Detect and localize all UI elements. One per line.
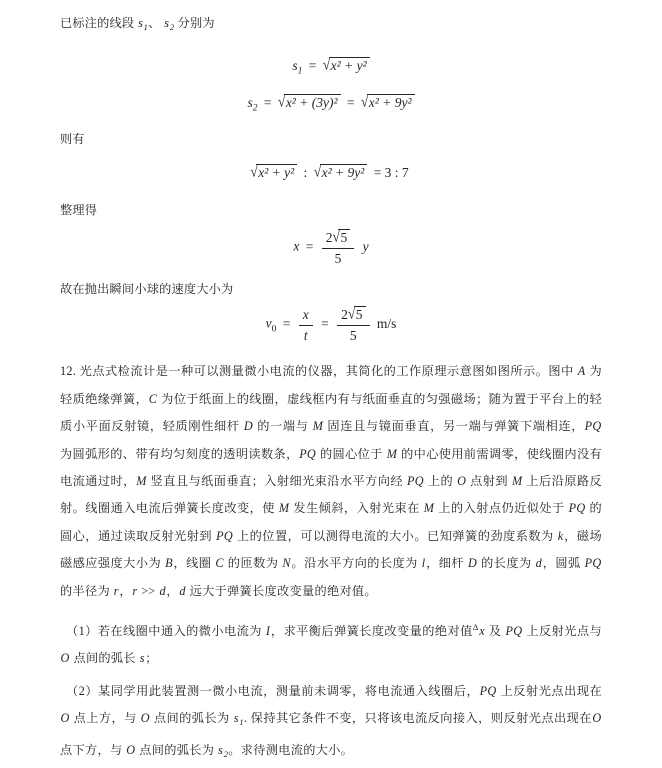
math-variable: M xyxy=(278,501,290,516)
radicand: x² + y² xyxy=(329,57,370,74)
v-symbol: v xyxy=(265,315,272,331)
radicand: 5 xyxy=(354,306,366,323)
text-run: 的圆心，通过读取反射光射到 xyxy=(60,501,603,543)
math-variable: r xyxy=(132,583,138,598)
s2-symbol: s xyxy=(247,94,253,110)
math-variable: PQ xyxy=(584,419,602,434)
math-variable: M xyxy=(136,474,147,488)
math-subscript: 1 xyxy=(143,22,149,32)
text-run: 。沿水平方向的长度为 xyxy=(291,556,422,571)
square-root xyxy=(348,306,366,323)
radical-icon: √ xyxy=(347,305,356,323)
s1-subscript: 1 xyxy=(297,66,303,77)
text-run: 的匝数为 xyxy=(224,556,282,571)
math-variable: O xyxy=(60,651,70,666)
math-variable: D xyxy=(243,419,254,434)
math-variable: O xyxy=(457,474,467,488)
text-run: 的圆心位于 xyxy=(316,446,387,461)
question-1-text xyxy=(60,614,602,673)
formula-s2 xyxy=(60,94,602,114)
math-variable: s xyxy=(218,742,224,757)
math-variable: O xyxy=(60,711,70,726)
simplify-label: 整理得 xyxy=(60,203,98,218)
math-variable: x xyxy=(479,624,485,639)
text-run: >> xyxy=(137,583,159,598)
fraction xyxy=(322,228,354,267)
math-variable: PQ xyxy=(407,474,424,488)
denominator: t xyxy=(299,325,313,344)
text-run: （2）某同学用此装置测一微小电流，测量前未调零，将电流通入线圈后， xyxy=(66,683,480,698)
radical-icon: √ xyxy=(322,56,331,73)
x-symbol: x xyxy=(293,238,300,254)
math-variable: O xyxy=(592,711,602,726)
fraction-result xyxy=(337,305,369,344)
text-run: 及 xyxy=(485,624,506,639)
then-label: 则有 xyxy=(60,132,85,147)
radical-icon: √ xyxy=(250,163,258,181)
text-run: 上反射光点出现在 xyxy=(497,683,602,698)
math-variable: PQ xyxy=(216,528,233,543)
math-variable: B xyxy=(165,556,173,571)
square-root xyxy=(333,229,351,246)
text-run: 点射到 xyxy=(466,474,512,488)
unit-label: m/s xyxy=(376,315,397,331)
math-variable: r xyxy=(113,583,119,598)
math-variable: d xyxy=(535,556,543,571)
text-run: ， xyxy=(166,583,179,598)
text-run: 12. 光点式检流计是一种可以测量微小电流的仪器，其简化的工作原理示意图如图所示。图中 xyxy=(60,364,578,379)
math-variable: s xyxy=(139,651,145,666)
radicand: x² + 9y² xyxy=(320,164,368,181)
ratio-result: = 3 : 7 xyxy=(373,165,409,181)
s1-symbol: s xyxy=(292,58,298,73)
text-run: 。求待测电流的大小。 xyxy=(228,742,354,757)
square-root xyxy=(323,57,370,74)
math-subscript: 2 xyxy=(223,748,229,759)
radical-icon: √ xyxy=(277,92,286,110)
text-run: 的一端与 xyxy=(253,419,313,434)
radical-icon: √ xyxy=(313,163,322,181)
text-run: 点间的弧长为 xyxy=(150,711,234,726)
math-variable: d xyxy=(159,583,166,598)
formula-ratio xyxy=(60,164,602,181)
math-variable: A xyxy=(577,364,586,379)
text-run: 远大于弹簧长度改变量的绝对值。 xyxy=(186,583,377,598)
text-run: 已标注的线段 xyxy=(60,16,138,30)
radical-icon: √ xyxy=(360,92,369,110)
text-run: 点间的弧长 xyxy=(70,651,140,666)
text-run: 的半径为 xyxy=(60,583,114,598)
text-run: ，圆弧 xyxy=(542,556,585,571)
math-variable: C xyxy=(215,556,224,571)
radicand: x² + y² xyxy=(256,164,297,181)
denominator: 5 xyxy=(337,325,369,344)
text-run: 的长度为 xyxy=(477,556,536,571)
text-run: ， xyxy=(119,583,132,598)
radicand: 5 xyxy=(338,229,350,246)
formula-v0 xyxy=(60,305,602,344)
math-variable: PQ xyxy=(479,683,497,698)
text-run: 上的位置，可以测得电流的大小。已知弹簧的劲度系数为 xyxy=(233,528,558,543)
math-variable: M xyxy=(423,501,435,516)
math-variable: d xyxy=(179,583,186,598)
text-run: 竖直且与纸面垂直；入射细光束沿水平方向经 xyxy=(147,474,407,488)
math-variable: PQ xyxy=(568,501,586,516)
math-subscript: 1 xyxy=(239,717,244,728)
math-variable: s xyxy=(233,711,239,726)
text-run: 的中心使用前需调零，使线圈内没有电流通过时， xyxy=(60,446,602,488)
text-run: 上后沿原路反射。线圈通入电流后弹簧长度改变，使 xyxy=(60,474,602,516)
coefficient: 2 xyxy=(341,307,348,323)
radicand: x² + (3y)² xyxy=(284,94,341,111)
math-variable: PQ xyxy=(299,446,317,461)
text-run: 点下方，与 xyxy=(60,742,126,757)
s2-subscript: 2 xyxy=(252,103,258,114)
math-superscript: Δ xyxy=(472,622,479,633)
denominator: 5 xyxy=(322,248,354,267)
text-run: 为轻质绝缘弹簧， xyxy=(60,364,602,406)
math-variable: D xyxy=(468,556,478,571)
square-root xyxy=(314,164,368,181)
math-variable: N xyxy=(282,556,291,571)
question-2-text xyxy=(60,678,602,768)
text-run: ，求平衡后弹簧长度改变量的绝对值 xyxy=(270,624,473,639)
colon-sign: : xyxy=(303,165,308,181)
math-variable: O xyxy=(126,742,136,757)
formula-x xyxy=(60,228,602,267)
text-run: 点间的弧长为 xyxy=(135,742,218,757)
text-run: （1）若在线圈中通入的微小电流为 xyxy=(66,624,266,639)
math-variable: C xyxy=(148,391,158,406)
math-variable: s xyxy=(164,16,170,30)
text-run: 、 xyxy=(148,16,164,30)
numerator: x xyxy=(302,306,309,322)
coefficient: 2 xyxy=(325,230,333,246)
equals-sign: = xyxy=(263,94,272,110)
text-run: ，磁场磁感应强度大小为 xyxy=(60,528,602,571)
speed-label: 故在抛出瞬间小球的速度大小为 xyxy=(60,282,234,297)
math-variable: M xyxy=(511,474,523,488)
equals-sign: = xyxy=(282,315,291,331)
text-run: ； xyxy=(145,651,158,666)
square-root xyxy=(361,94,415,111)
equals-sign: = xyxy=(308,58,317,73)
formula-s1 xyxy=(60,57,602,77)
text-run: . 保持其它条件不变，只将该电流反向接入，则反射光点出现在 xyxy=(243,711,592,726)
text-run: 为圆弧形的、带有均匀刻度的透明读数条， xyxy=(60,446,299,461)
text-run: 点上方，与 xyxy=(70,711,141,726)
math-variable: k xyxy=(557,528,564,543)
radical-icon: √ xyxy=(332,228,340,246)
v-subscript: 0 xyxy=(271,324,277,335)
text-run: 分别为 xyxy=(174,16,215,30)
text-run: 为位于纸面上的线圈，虚线框内有与纸面垂直的匀强磁场；随为置于平台上的轻质小平面反射镜，轻质刚性细杆 xyxy=(60,391,602,434)
math-variable: M xyxy=(386,446,398,461)
math-variable: I xyxy=(265,624,271,639)
math-variable: M xyxy=(312,419,324,434)
text-run: ，细杆 xyxy=(425,556,468,571)
math-variable: l xyxy=(421,556,426,571)
math-subscript: 2 xyxy=(169,22,175,32)
math-variable: PQ xyxy=(584,556,602,571)
equals-sign: = xyxy=(321,315,329,331)
math-variable: O xyxy=(140,711,150,726)
numerator xyxy=(337,305,369,325)
text-run: 固连且与镜面垂直，另一端与弹簧下端相连， xyxy=(323,419,585,434)
text-run: 发生倾斜，入射光束在 xyxy=(289,501,424,516)
numerator xyxy=(322,228,354,248)
text-run: ，线圈 xyxy=(173,556,215,571)
equals-sign: = xyxy=(305,238,314,254)
equals-sign: = xyxy=(346,94,355,110)
square-root xyxy=(250,164,297,181)
text-run: 上的入射点仍近似处于 xyxy=(434,501,569,516)
fraction-x-t xyxy=(299,306,313,344)
square-root xyxy=(278,94,341,111)
problem-12-text xyxy=(60,358,602,605)
text-run: 上反射光点与 xyxy=(522,624,602,639)
radicand: x² + 9y² xyxy=(367,94,415,111)
text-run: 上的 xyxy=(424,474,457,488)
intro-line xyxy=(60,14,602,36)
y-symbol: y xyxy=(362,238,369,254)
math-variable: s xyxy=(138,16,144,30)
math-variable: PQ xyxy=(505,624,523,639)
